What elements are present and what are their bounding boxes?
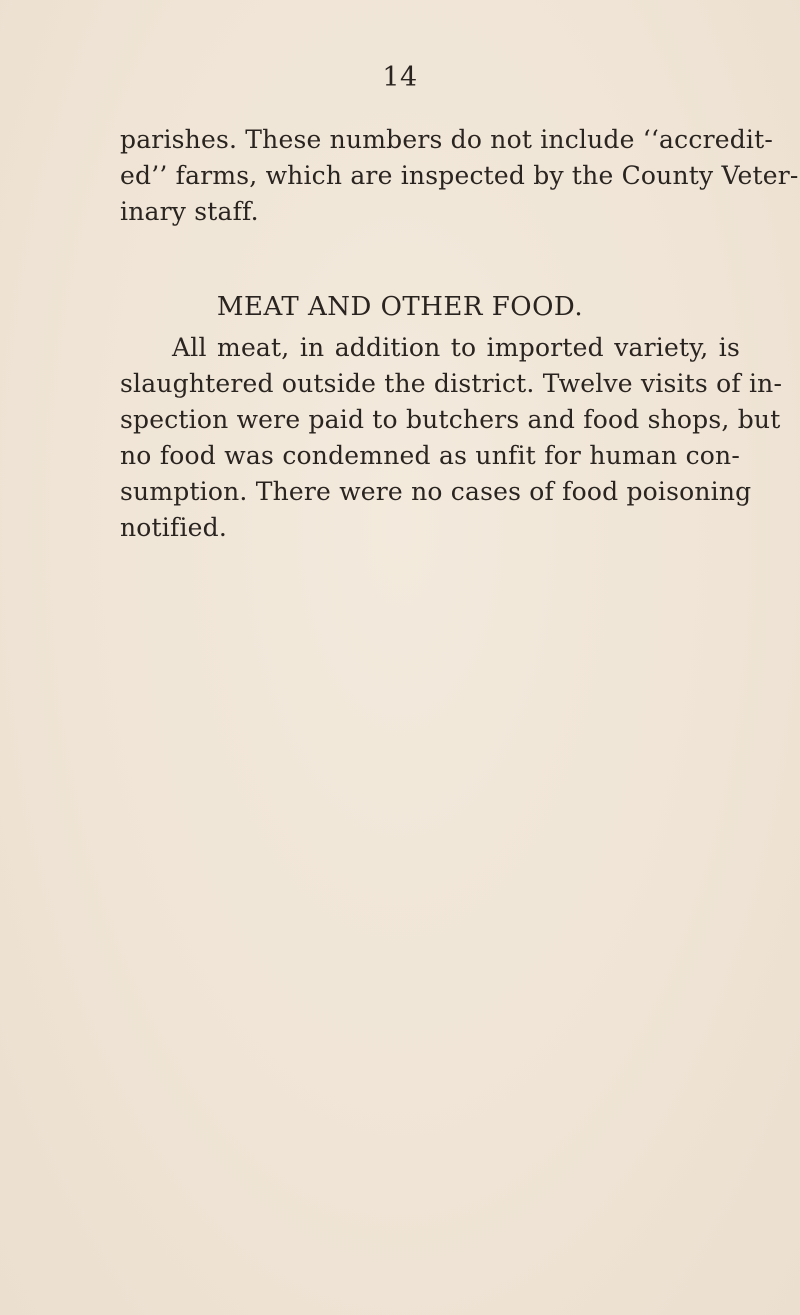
text-line: slaughtered outside the district. Twelve visits of in- [120,369,783,398]
paragraph-farms [120,122,799,230]
text-line: inary staff. [120,197,259,226]
text-line: notified. [120,513,227,542]
text-line: spection were paid to butchers and food shops, but [120,405,781,434]
text-line: ed’’ farms, which are inspected by the County Veter- [120,161,799,190]
text-line: All meat, in addition to imported variety, is [172,333,740,362]
section-heading: MEAT AND OTHER FOOD. [216,292,584,322]
paragraph-meat [120,330,783,546]
text-line: no food was condemned as unfit for human con- [120,441,740,470]
text-line: sumption. There were no cases of food poisoning [120,477,752,506]
page-number: 14 [382,62,418,93]
text-line: parishes. These numbers do not include ‘‘accredit- [120,125,774,154]
